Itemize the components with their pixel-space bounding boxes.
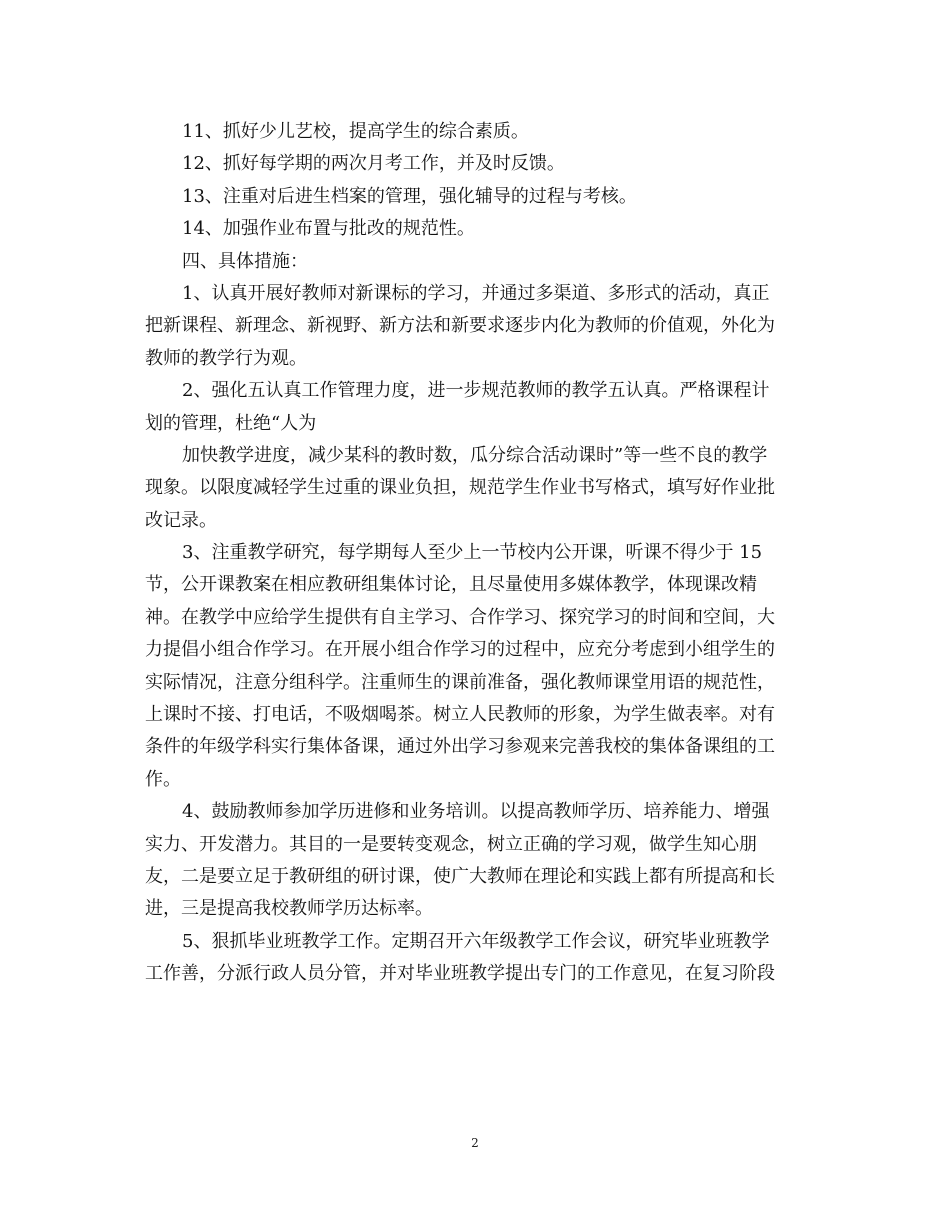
text-line: 四、具体措施：	[182, 250, 308, 272]
text-line: 实力、开发潜力。其目的一是要转变观念，树立正确的学习观，做学生知心朋	[145, 833, 757, 855]
text-line: 节，公开课教案在相应教研组集体讨论，且尽量使用多媒体教学，体现课改精	[145, 574, 757, 596]
text-line: 12、抓好每学期的两次月考工作，并及时反馈。	[182, 153, 565, 175]
text-line: 加快教学进度，减少某科的教时数，瓜分综合活动课时”等一些不良的教学	[182, 444, 768, 466]
text-line: 3、注重教学研究，每学期每人至少上一节校内公开课，听课不得少于 15	[182, 542, 763, 564]
text-line: 力提倡小组合作学习。在开展小组合作学习的过程中，应充分考虑到小组学生的	[145, 639, 775, 661]
text-line: 4、鼓励教师参加学历进修和业务培训。以提高教师学历、培养能力、增强	[182, 801, 770, 823]
text-line: 1、认真开展好教师对新课标的学习，并通过多渠道、多形式的活动，真正	[182, 282, 770, 304]
text-line: 条件的年级学科实行集体备课，通过外出学习参观来完善我校的集体备课组的工	[145, 736, 775, 758]
document-body	[145, 116, 805, 991]
text-line: 划的管理，杜绝“人为	[145, 412, 317, 434]
text-line: 进，三是提高我校教师学历达标率。	[145, 898, 433, 920]
text-line: 把新课程、新理念、新视野、新方法和新要求逐步内化为教师的价值观，外化为	[145, 315, 775, 337]
text-line: 14、加强作业布置与批改的规范性。	[182, 218, 475, 240]
text-line: 友，二是要立足于教研组的研讨课，使广大教师在理论和实践上都有所提高和长	[145, 865, 775, 887]
page-number: 2	[471, 1136, 479, 1150]
text-line: 改记录。	[145, 509, 217, 531]
text-line: 5、狠抓毕业班教学工作。定期召开六年级教学工作会议，研究毕业班教学	[182, 930, 770, 952]
text-line: 上课时不接、打电话，不吸烟喝茶。树立人民教师的形象，为学生做表率。对有	[145, 704, 775, 726]
text-line: 13、注重对后进生档案的管理，强化辅导的过程与考核。	[182, 185, 637, 207]
text-line: 工作善，分派行政人员分管，并对毕业班教学提出专门的工作意见，在复习阶段	[145, 963, 775, 985]
text-line: 作。	[145, 768, 181, 790]
text-line: 教师的教学行为观。	[145, 347, 307, 369]
text-line: 2、强化五认真工作管理力度，进一步规范教师的教学五认真。严格课程计	[182, 380, 770, 402]
text-line: 实际情况，注意分组科学。注重师生的课前准备，强化教师课堂用语的规范性，	[145, 671, 775, 693]
text-line: 神。在教学中应给学生提供有自主学习、合作学习、探究学习的时间和空间，大	[145, 606, 775, 628]
text-line: 现象。以限度减轻学生过重的课业负担，规范学生作业书写格式，填写好作业批	[145, 477, 775, 499]
text-line: 11、抓好少儿艺校，提高学生的综合素质。	[182, 121, 529, 142]
